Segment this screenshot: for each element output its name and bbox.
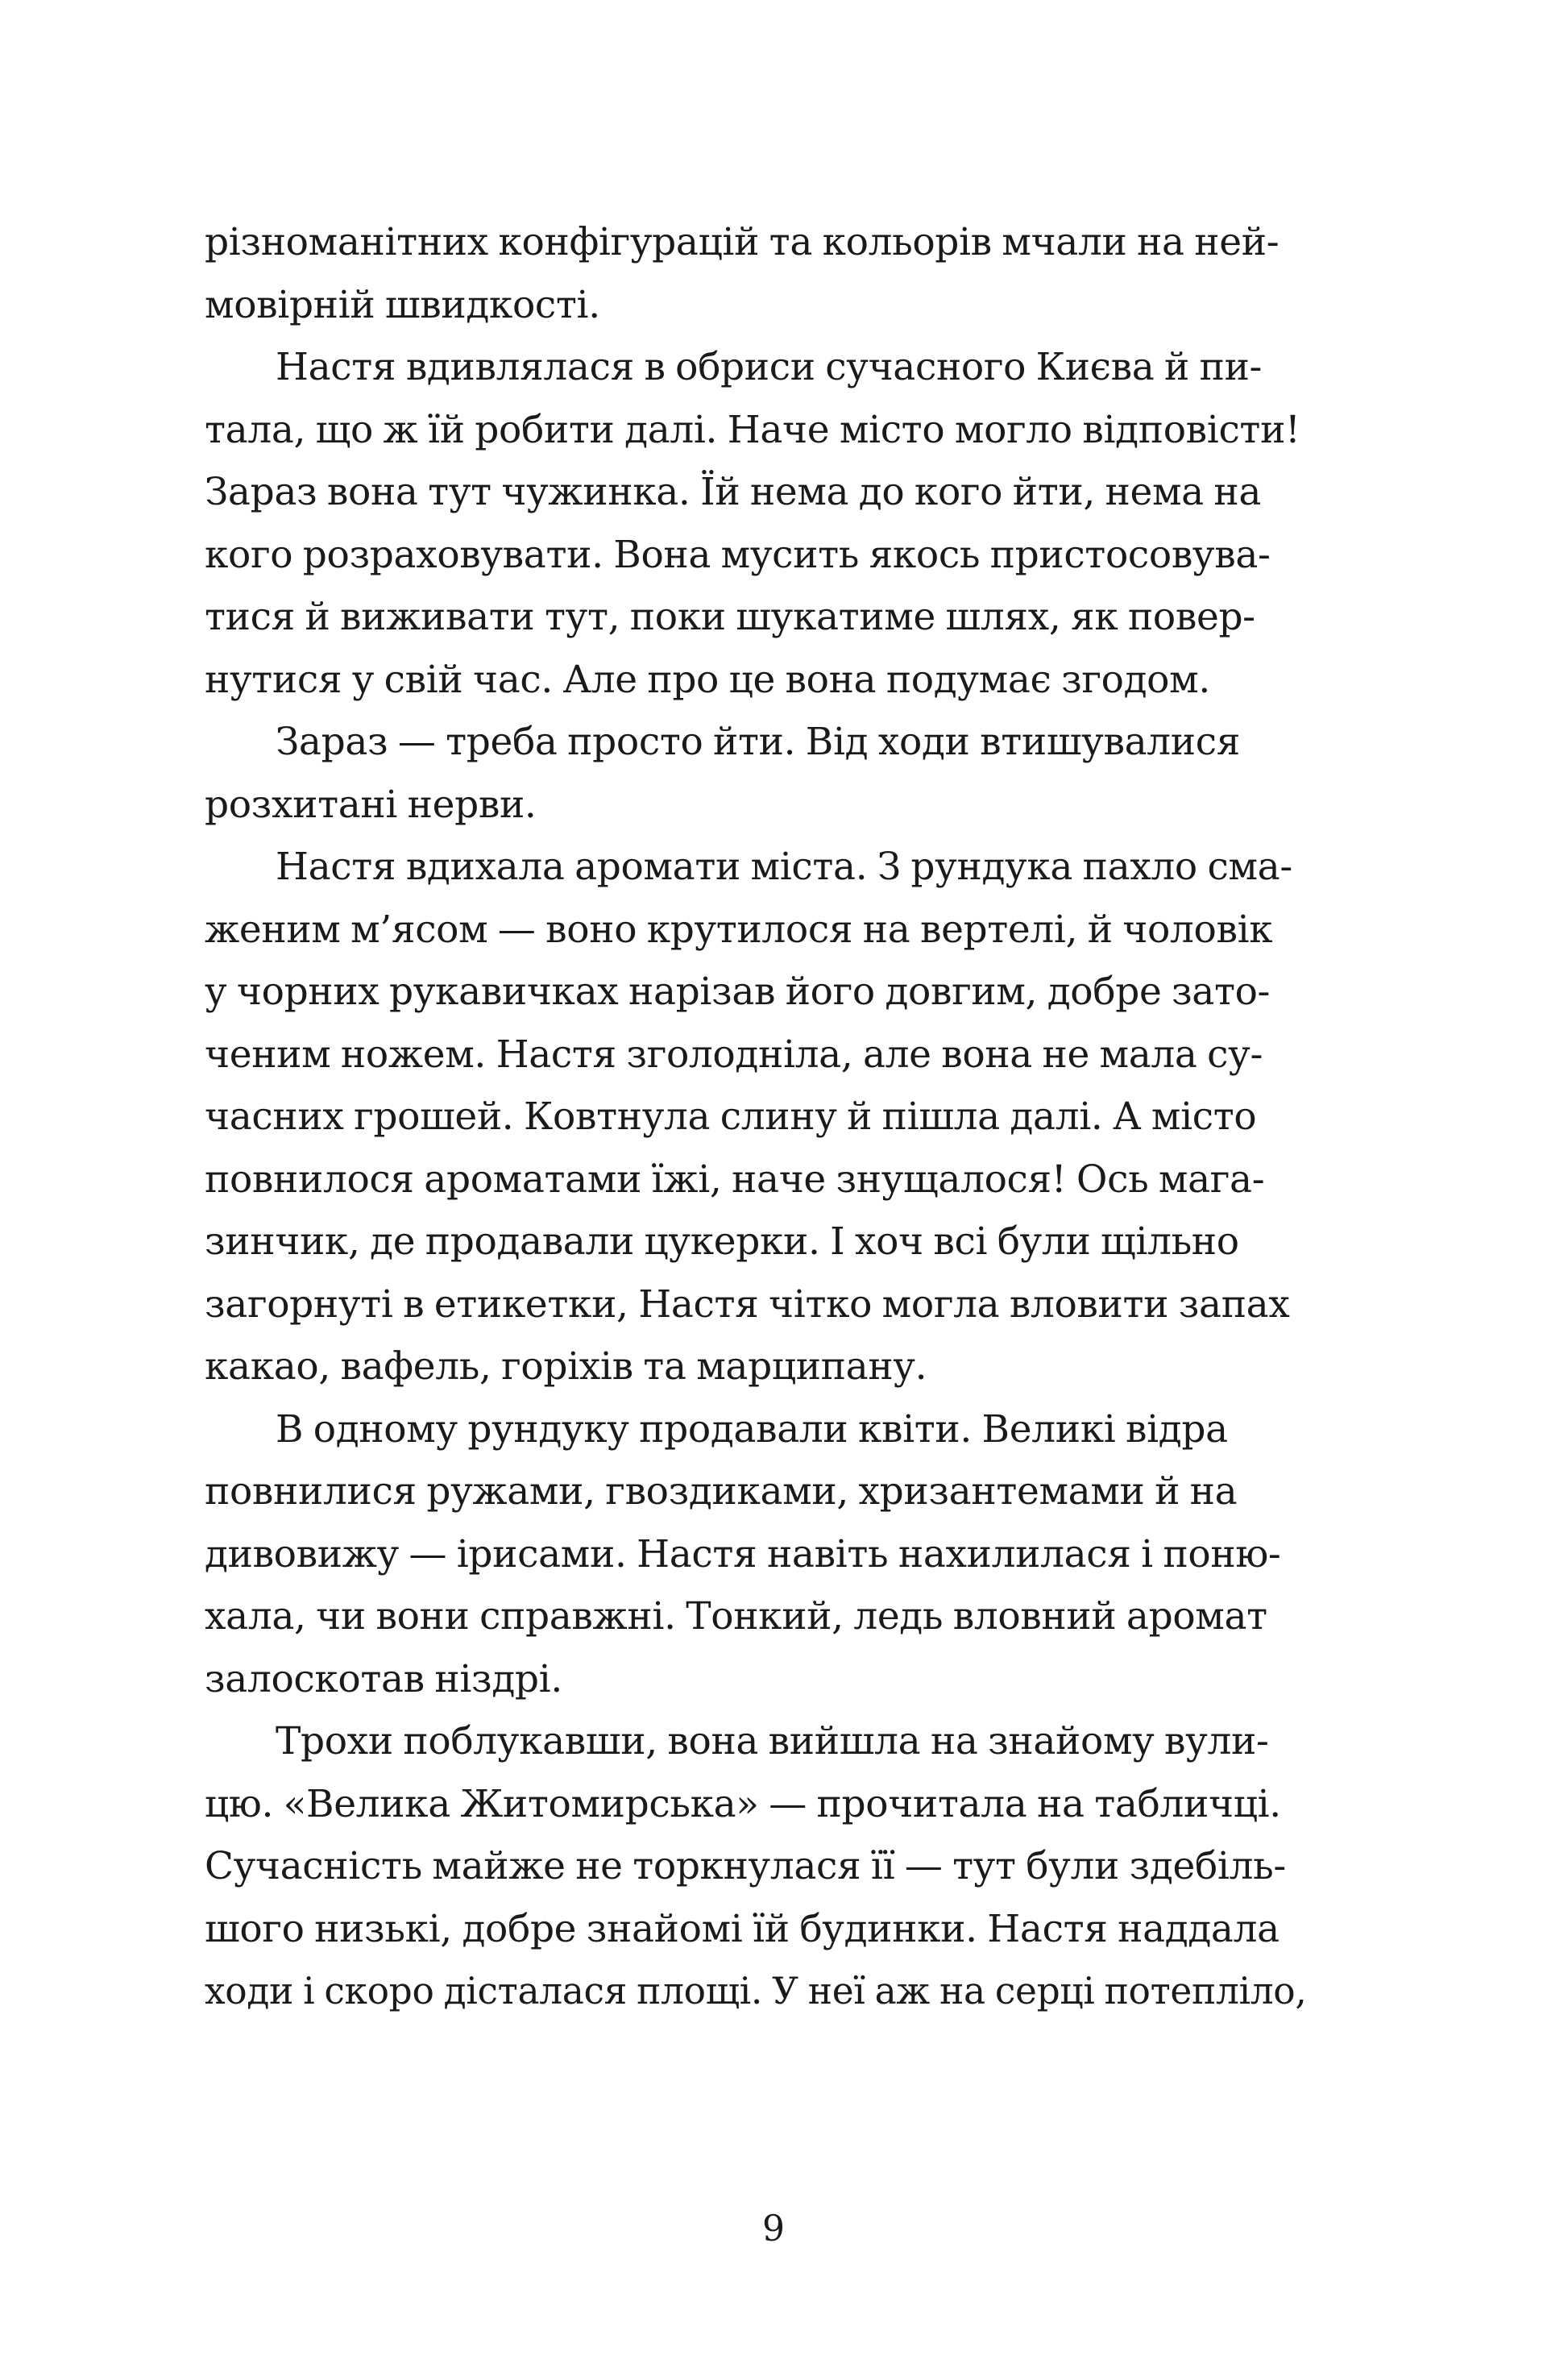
text-line: кого розраховувати. Вона мусить якось пристосовува-: [205, 532, 1271, 577]
text-line: повнилося ароматами їжі, наче знущалося! Ось мага-: [205, 1157, 1265, 1202]
paragraph-first-line: Настя вдихала аромати міста. З рундука пахло сма-: [276, 845, 1292, 889]
text-line: мовірній швидкості.: [205, 282, 600, 327]
text-line: повнилися ружами, гвоздиками, хризантемами й на: [205, 1469, 1238, 1514]
text-line: Зараз вона тут чужинка. Їй нема до кого йти, нема на: [205, 470, 1262, 514]
text-line: какао, вафель, горіхів та марципану.: [205, 1344, 927, 1389]
text-line: загорнуті в етикетки, Настя чітко могла вловити запах: [205, 1281, 1290, 1327]
text-line: женим м’ясом — воно крутилося на вертелі, й чоловік: [205, 907, 1273, 952]
text-line: тися й виживати тут, поки шукатиме шлях, як повер-: [205, 595, 1255, 639]
text-line: розхитані нерви.: [205, 782, 537, 827]
text-line: Сучасність майже не торкнулася її — тут були здебіль-: [205, 1844, 1286, 1888]
text-line: часних грошей. Ковтнула слину й пішла далі. А місто: [205, 1094, 1257, 1139]
text-line: у чорних рукавичках нарізав його довгим, добре зато-: [205, 970, 1271, 1014]
text-line: ходи і скоро дісталася площі. У неї аж на серці потепліло,: [205, 1970, 1307, 2012]
paragraph-first-line: Трохи поблукавши, вона вийшла на знайому вули-: [276, 1719, 1269, 1763]
text-line: цю. «Велика Житомирська» — прочитала на табличці.: [205, 1781, 1281, 1826]
paragraph-first-line: Настя вдивлялася в обриси сучасного Києва й пи-: [276, 345, 1263, 389]
page-number: 9: [762, 2208, 785, 2249]
text-line: залоскотав ніздрі.: [205, 1656, 562, 1701]
text-line: зинчик, де продавали цукерки. І хоч всі були щільно: [205, 1219, 1239, 1264]
text-line: хала, чи вони справжні. Тонкий, ледь вловний аромат: [205, 1594, 1267, 1639]
paragraph-first-line: Зараз — треба просто йти. Від ходи втишувалися: [276, 720, 1241, 764]
text-line: ченим ножем. Настя зголодніла, але вона не мала су-: [205, 1032, 1263, 1077]
body-text: [205, 211, 1313, 2023]
paragraph-first-line: В одному рундуку продавали квіти. Великі відра: [276, 1406, 1228, 1452]
text-line: шого низькі, добре знайомі їй будинки. Настя наддала: [205, 1906, 1279, 1951]
text-line: нутися у свій час. Але про це вона подумає згодом.: [205, 657, 1210, 702]
text-line: різноманітних конфігурацій та кольорів мчали на ней-: [205, 220, 1279, 264]
text-line: дивовижу — ірисами. Настя навіть нахилилася і поню-: [205, 1531, 1281, 1576]
text-line: тала, що ж їй робити далі. Наче місто могло відповісти!: [205, 407, 1300, 452]
